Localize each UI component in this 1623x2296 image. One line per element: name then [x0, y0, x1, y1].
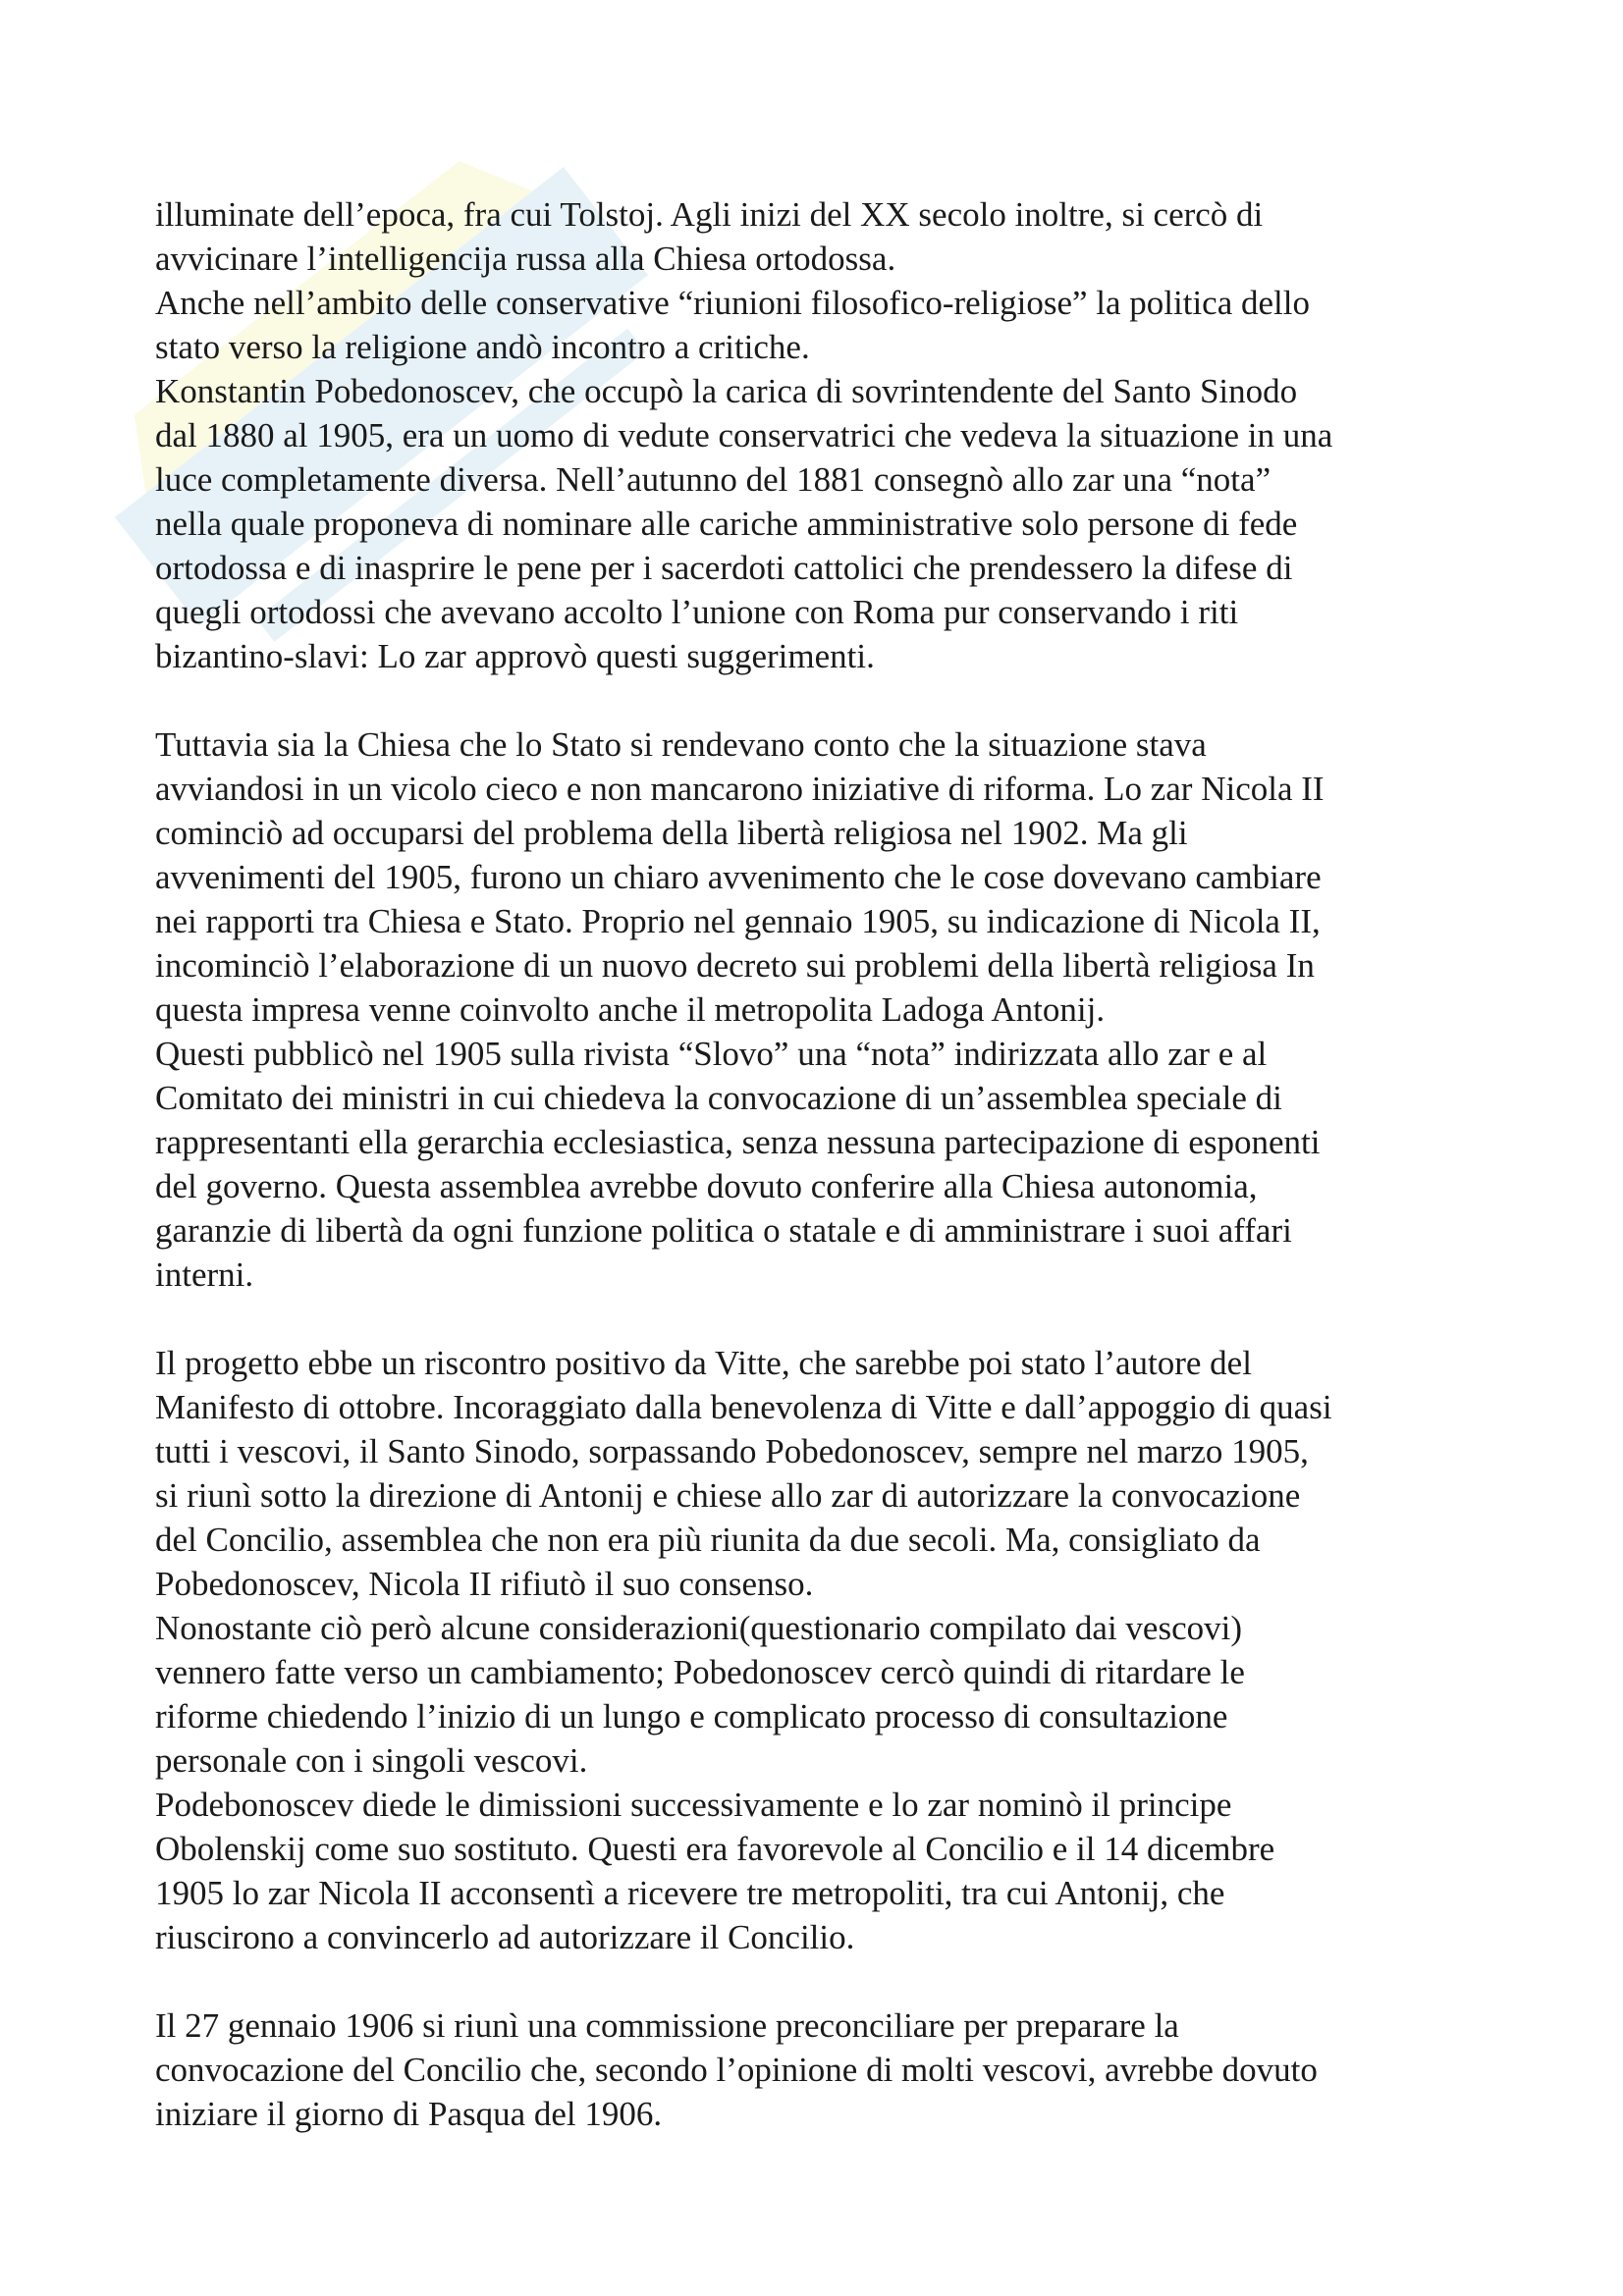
- document-body: [155, 192, 1500, 2136]
- text-line: Il 27 gennaio 1906 si riunì una commissione preconciliare per preparare la: [155, 2006, 1179, 2045]
- paragraph: [155, 1341, 1500, 1606]
- text-line: Konstantin Pobedonoscev, che occupò la carica di sovrintendente del Santo Sinodo: [155, 372, 1298, 410]
- text-line: stato verso la religione andò incontro a critiche.: [155, 328, 810, 366]
- text-line: nella quale proponeva di nominare alle cariche amministrative solo persone di fede: [155, 505, 1298, 543]
- text-line: del governo. Questa assemblea avrebbe dovuto conferire alla Chiesa autonomia,: [155, 1167, 1258, 1205]
- text-line: avvenimenti del 1905, furono un chiaro avvenimento che le cose dovevano cambiare: [155, 858, 1322, 896]
- text-line: interni.: [155, 1255, 254, 1294]
- text-line: Podebonoscev diede le dimissioni successivamente e lo zar nominò il principe: [155, 1786, 1232, 1824]
- paragraph-gap: [155, 678, 1500, 722]
- text-line: illuminate dell’epoca, fra cui Tolstoj. Agli inizi del XX secolo inoltre, si cercò di: [155, 195, 1264, 234]
- paragraph: [155, 369, 1500, 678]
- text-line: del Concilio, assemblea che non era più riunita da due secoli. Ma, consigliato da: [155, 1521, 1261, 1559]
- text-line: bizantino-slavi: Lo zar approvò questi suggerimenti.: [155, 637, 875, 675]
- paragraph: [155, 1783, 1500, 1959]
- text-line: Comitato dei ministri in cui chiedeva la convocazione di un’assemblea speciale di: [155, 1079, 1282, 1117]
- text-line: convocazione del Concilio che, secondo l’opinione di molti vescovi, avrebbe dovuto: [155, 2051, 1318, 2089]
- paragraph: [155, 1606, 1500, 1783]
- text-line: tutti i vescovi, il Santo Sinodo, sorpassando Pobedonoscev, sempre nel marzo 1905,: [155, 1432, 1309, 1470]
- text-line: riforme chiedendo l’inizio di un lungo e complicato processo di consultazione: [155, 1697, 1228, 1735]
- text-line: Questi pubblicò nel 1905 sulla rivista “Slovo” una “nota” indirizzata allo zar e al: [155, 1035, 1268, 1073]
- text-line: avviandosi in un vicolo cieco e non mancarono iniziative di riforma. Lo zar Nicola II: [155, 770, 1325, 808]
- text-line: vennero fatte verso un cambiamento; Pobedonoscev cercò quindi di ritardare le: [155, 1653, 1245, 1691]
- text-line: Il progetto ebbe un riscontro positivo da Vitte, che sarebbe poi stato l’autore del: [155, 1344, 1252, 1382]
- text-line: iniziare il giorno di Pasqua del 1906.: [155, 2095, 663, 2133]
- text-line: nei rapporti tra Chiesa e Stato. Proprio nel gennaio 1905, su indicazione di Nicola II,: [155, 902, 1321, 940]
- text-line: Tuttavia sia la Chiesa che lo Stato si rendevano conto che la situazione stava: [155, 725, 1207, 764]
- text-line: 1905 lo zar Nicola II acconsentì a ricevere tre metropoliti, tra cui Antonij, che: [155, 1874, 1225, 1912]
- paragraph: [155, 281, 1500, 369]
- paragraph: [155, 1032, 1500, 1297]
- paragraph: [155, 2003, 1500, 2136]
- text-line: si riunì sotto la direzione di Antonij e chiese allo zar di autorizzare la convocazione: [155, 1476, 1301, 1515]
- text-line: Obolenskij come suo sostituto. Questi era favorevole al Concilio e il 14 dicembre: [155, 1830, 1275, 1868]
- text-line: incominciò l’elaborazione di un nuovo decreto sui problemi della libertà religiosa In: [155, 946, 1315, 985]
- paragraph: [155, 722, 1500, 1032]
- text-line: Manifesto di ottobre. Incoraggiato dalla benevolenza di Vitte e dall’appoggio di quasi: [155, 1388, 1332, 1426]
- text-line: quegli ortodossi che avevano accolto l’unione con Roma pur conservando i riti: [155, 593, 1239, 631]
- text-line: Anche nell’ambito delle conservative “riunioni filosofico-religiose” la politica dello: [155, 284, 1310, 322]
- text-line: garanzie di libertà da ogni funzione politica o statale e di amministrare i suoi affari: [155, 1211, 1292, 1250]
- paragraph: [155, 192, 1500, 281]
- text-line: avvicinare l’intelligencija russa alla Chiesa ortodossa.: [155, 240, 896, 278]
- paragraph-gap: [155, 1297, 1500, 1341]
- text-line: dal 1880 al 1905, era un uomo di vedute conservatrici che vedeva la situazione in una: [155, 416, 1333, 454]
- text-line: Pobedonoscev, Nicola II rifiutò il suo consenso.: [155, 1565, 814, 1603]
- text-line: ortodossa e di inasprire le pene per i sacerdoti cattolici che prendessero la difese di: [155, 549, 1293, 587]
- text-line: cominciò ad occuparsi del problema della libertà religiosa nel 1902. Ma gli: [155, 814, 1188, 852]
- text-line: riuscirono a convincerlo ad autorizzare il Concilio.: [155, 1918, 855, 1956]
- text-line: rappresentanti ella gerarchia ecclesiastica, senza nessuna partecipazione di esponenti: [155, 1123, 1321, 1161]
- paragraph-gap: [155, 1959, 1500, 2003]
- text-line: Nonostante ciò però alcune considerazioni(questionario compilato dai vescovi): [155, 1609, 1242, 1647]
- text-line: questa impresa venne coinvolto anche il metropolita Ladoga Antonij.: [155, 990, 1106, 1029]
- text-line: personale con i singoli vescovi.: [155, 1741, 588, 1780]
- text-line: luce completamente diversa. Nell’autunno del 1881 consegnò allo zar una “nota”: [155, 460, 1271, 499]
